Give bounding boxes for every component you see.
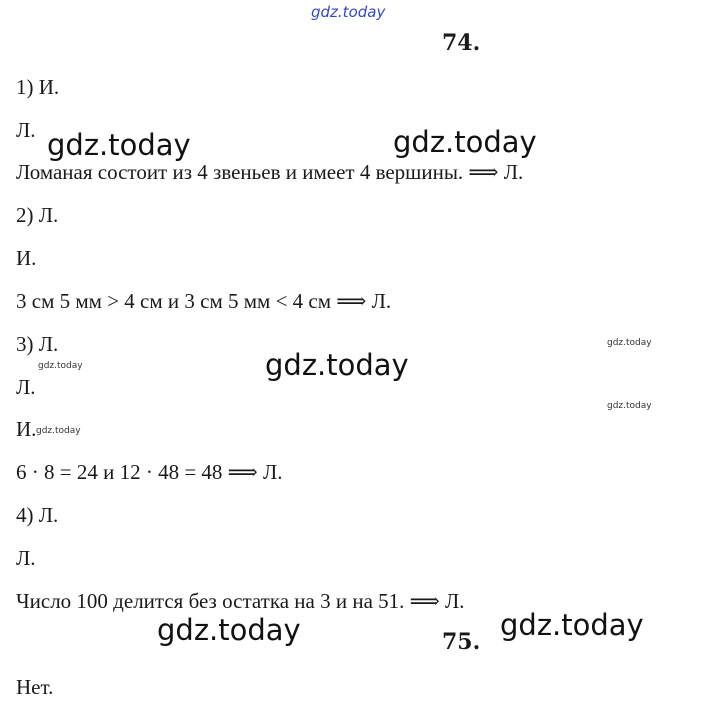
answer-line: Л. xyxy=(16,375,36,399)
watermark-3: gdz.today xyxy=(265,348,409,382)
watermark-small-3: gdz.today xyxy=(607,401,652,411)
watermark-small-2: gdz.today xyxy=(38,361,83,371)
watermark-5: gdz.today xyxy=(500,608,644,642)
answer-line: 2) Л. xyxy=(16,203,59,227)
answer-line: 3 см 5 мм > 4 см и 3 см 5 мм < 4 см ⟹ Л. xyxy=(16,289,392,313)
answer-line: 4) Л. xyxy=(16,503,59,527)
answer-line: И. xyxy=(16,246,37,270)
watermark-4: gdz.today xyxy=(157,613,301,647)
problem-number: 75. xyxy=(442,629,481,655)
problem-number: 74. xyxy=(442,30,481,56)
answer-line: Число 100 делится без остатка на 3 и на 51. ⟹ Л. xyxy=(16,589,465,613)
watermark-2: gdz.today xyxy=(393,125,537,159)
answer-line: Ломаная состоит из 4 звеньев и имеет 4 вершины. ⟹ Л. xyxy=(16,160,524,184)
answer-line: Л. xyxy=(16,118,36,142)
watermark-1: gdz.today xyxy=(47,128,191,162)
watermark-small-1: gdz.today xyxy=(607,338,652,348)
watermark-top: gdz.today xyxy=(311,3,386,21)
answer-line: Л. xyxy=(16,546,36,570)
answer-line: 6 · 8 = 24 и 12 · 48 = 48 ⟹ Л. xyxy=(16,460,283,484)
answer-line: И. xyxy=(16,417,37,441)
watermark-small-4: gdz.today xyxy=(36,426,81,436)
answer-line: Нет. xyxy=(16,675,54,699)
answer-line: 3) Л. xyxy=(16,332,59,356)
answer-line: 1) И. xyxy=(16,75,60,99)
